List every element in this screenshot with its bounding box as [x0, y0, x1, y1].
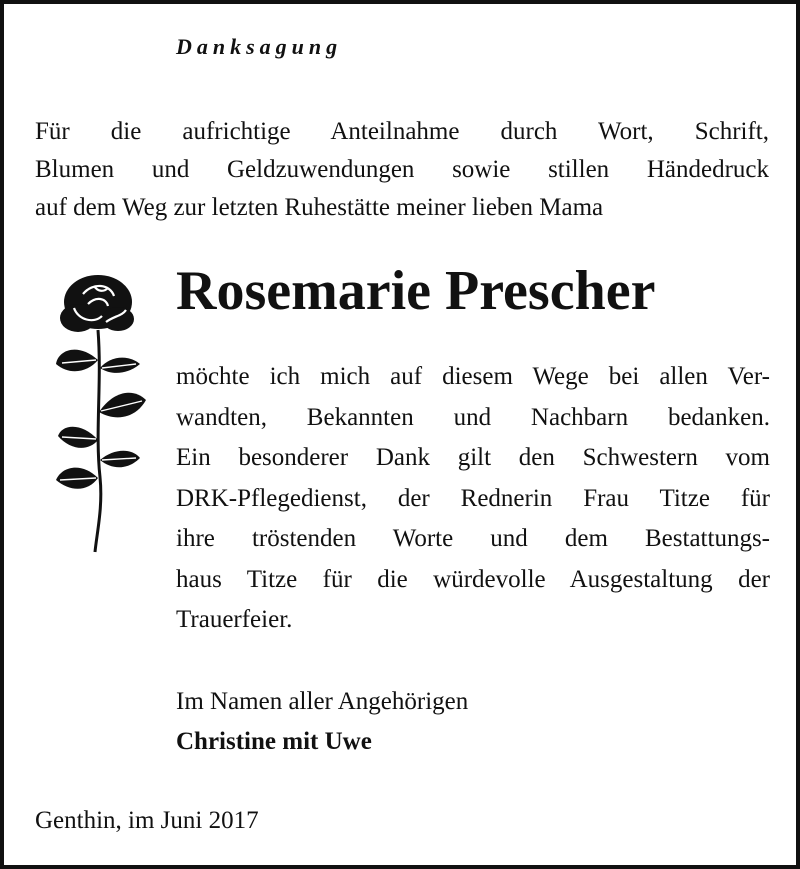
- body-line: DRK-Pflegedienst, der Rednerin Frau Titze für: [176, 484, 770, 512]
- rose-icon: [48, 272, 148, 554]
- body-line: ihre tröstenden Worte und dem Bestattungs-: [176, 525, 770, 552]
- closing-block: [176, 682, 468, 762]
- intro-line: auf dem Weg zur letzten Ruhestätte meiner lieben Mama: [35, 194, 604, 221]
- notice-heading: Danksagung: [176, 34, 343, 59]
- place-date: Genthin, im Juni 2017: [35, 807, 259, 834]
- body-line: haus Titze für die würdevolle Ausgestaltung der: [176, 565, 770, 593]
- body-line: Trauerfeier.: [176, 606, 293, 633]
- intro-line: Für die aufrichtige Anteilnahme durch Wort, Schrift,: [35, 118, 769, 145]
- body-line: wandten, Bekannten und Nachbarn bedanken.: [176, 403, 770, 431]
- deceased-name: Rosemarie Prescher: [176, 260, 656, 322]
- body-line: möchte ich mich auf diesem Wege bei allen Ver-: [176, 363, 770, 390]
- on-behalf-text: Im Namen aller Angehörigen: [176, 688, 469, 715]
- intro-line: Blumen und Geldzuwendungen sowie stillen Händedruck: [35, 156, 769, 183]
- signers-names: Christine mit Uwe: [176, 728, 372, 755]
- body-line: Ein besonderer Dank gilt den Schwestern vom: [176, 444, 770, 471]
- intro-paragraph: [35, 113, 769, 227]
- thanks-paragraph: [176, 357, 770, 641]
